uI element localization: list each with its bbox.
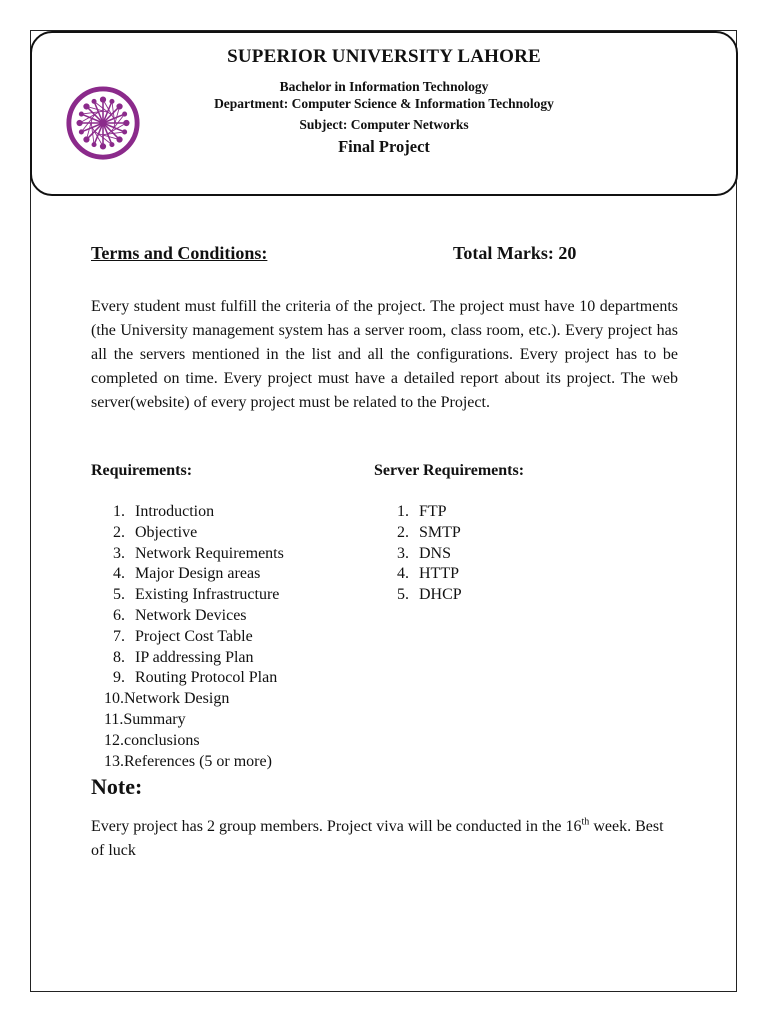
degree-line: Bachelor in Information Technology	[279, 79, 489, 94]
department-line: Department: Computer Science & Information Technology	[214, 96, 554, 111]
requirements-heading: Requirements:	[91, 462, 193, 479]
note-heading: Note:	[91, 774, 143, 799]
list-item: 1. Introduction	[113, 503, 215, 520]
list-item: 2. SMTP	[397, 523, 461, 541]
requirements-list	[104, 502, 284, 772]
list-item: 5. Existing Infrastructure	[113, 586, 280, 604]
total-marks: Total Marks: 20	[453, 243, 577, 263]
list-item: 2. Objective	[113, 523, 198, 541]
project-title: Final Project	[338, 137, 430, 156]
list-item: 12.conclusions	[104, 731, 200, 749]
list-item: 11.Summary	[104, 710, 186, 728]
list-item: 13.References (5 or more)	[104, 752, 272, 770]
list-item: 3. DNS	[397, 544, 452, 562]
list-item: 6. Network Devices	[113, 606, 247, 624]
list-item: 4. Major Design areas	[113, 565, 261, 583]
list-item: 7. Project Cost Table	[113, 627, 253, 645]
list-item: 8. IP addressing Plan	[113, 648, 254, 666]
subject-line: Subject: Computer Networks	[299, 117, 469, 132]
terms-heading: Terms and Conditions:	[91, 243, 268, 263]
list-item: 10.Network Design	[104, 690, 230, 708]
list-item: 4. HTTP	[397, 565, 459, 583]
university-title: SUPERIOR UNIVERSITY LAHORE	[227, 46, 541, 67]
list-item: 5. DHCP	[397, 586, 462, 604]
note-paragraph: Every project has 2 group members. Project viva will be conducted in the 16th week. Best of luck	[91, 816, 664, 859]
list-item: 3. Network Requirements	[113, 544, 284, 562]
list-item: 9. Routing Protocol Plan	[113, 669, 278, 687]
terms-paragraph: Every student must fulfill the criteria of the project. The project must have 10 departments (the University management system has a server room, class room, etc.). Every project has all the servers mentioned in the list and all the configurations. Every project has to be completed on time. Every project must have a detailed report about its project. The web server(website) of every project must be related to the Project.	[91, 298, 678, 411]
list-item: 1. FTP	[397, 503, 447, 520]
server-requirements-list	[397, 502, 462, 606]
server-requirements-heading: Server Requirements:	[374, 462, 525, 479]
